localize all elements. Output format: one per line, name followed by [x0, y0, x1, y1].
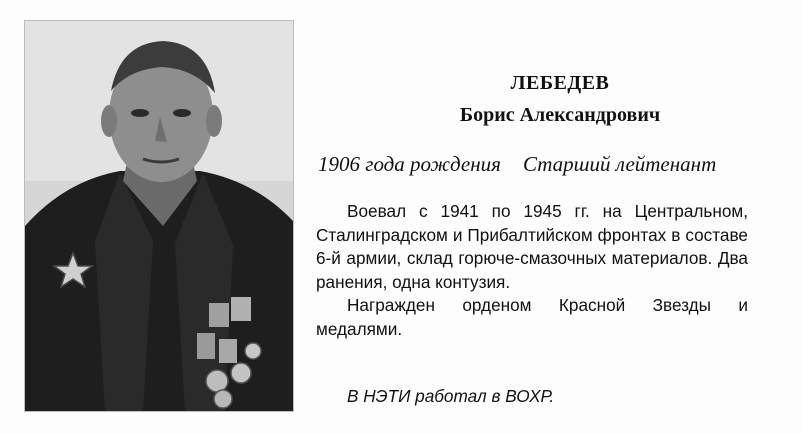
military-rank: Старший лейтенант	[522, 152, 717, 176]
birth-year: 1906 года рождения	[318, 152, 501, 176]
work-note: В НЭТИ работал в ВОХР.	[347, 386, 555, 406]
person-surname: ЛЕБЕДЕВ	[510, 72, 610, 94]
portrait-photo	[24, 20, 294, 412]
portrait-illustration	[25, 21, 293, 411]
bio-paragraph-awards: Награжден орденом Красной Звезды и медалями.	[316, 295, 748, 339]
biography-text	[316, 200, 748, 342]
bio-paragraph-service: Воевал с 1941 по 1945 гг. на Центральном, Сталинградском и Прибалтийском фронтах в составе 6-й армии, склад горюче-смазочных материалов. Два ранения, одна контузия.	[316, 201, 748, 292]
birth-rank-line	[318, 152, 788, 177]
person-full-name: Борис Александрович	[459, 104, 661, 126]
